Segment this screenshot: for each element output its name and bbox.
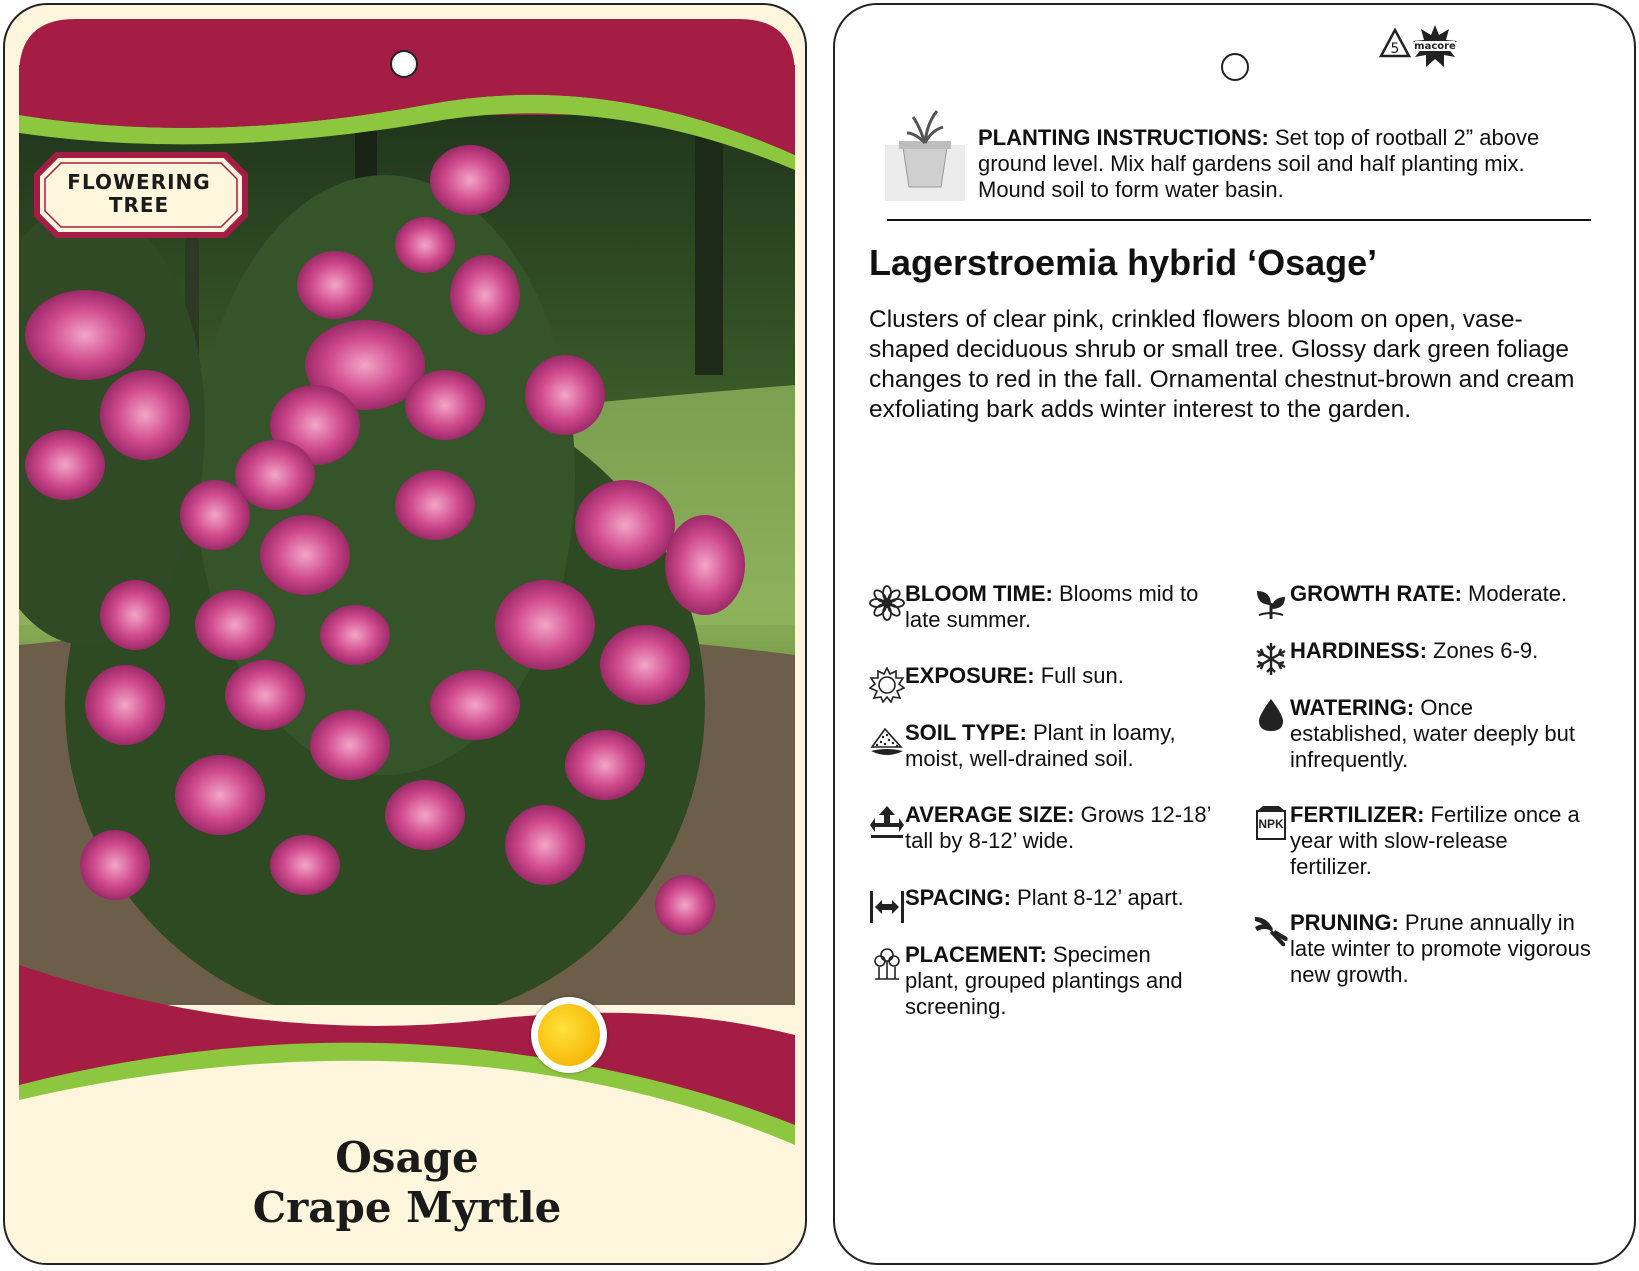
attr-label: AVERAGE SIZE: [905, 802, 1075, 827]
attr-pruning [1290, 910, 1600, 988]
hang-hole [390, 50, 418, 78]
planting-text: Set top of rootball 2” above ground level. Mix half gardens soil and half planting mix. Mound soil to form water basin. [978, 125, 1540, 202]
attr-value: Grows 12-18’ tall by 8-12’ wide. [905, 802, 1211, 853]
snowflake-icon [1253, 641, 1289, 677]
flower-icon [869, 585, 905, 621]
attr-average-size [905, 802, 1215, 854]
category-badge: FLOWERING TREE [67, 170, 211, 217]
attr-value: Blooms mid to late summer. [905, 581, 1199, 632]
attr-label: PLACEMENT: [905, 942, 1047, 967]
attr-value: Moderate. [1461, 581, 1568, 606]
attr-label: PRUNING: [1290, 910, 1399, 935]
divider [887, 219, 1591, 221]
attr-growth-rate [1290, 581, 1610, 607]
svg-text:macore: macore [1414, 41, 1456, 52]
attr-spacing [905, 885, 1215, 911]
water-drop-icon [1253, 697, 1289, 733]
sprout-icon [1253, 585, 1289, 621]
size-arrows-icon [869, 805, 905, 841]
attr-watering [1290, 695, 1590, 773]
attr-hardiness [1290, 638, 1610, 664]
attr-fertilizer [1290, 802, 1590, 880]
full-sun-dot-icon [531, 997, 607, 1073]
spacing-arrows-icon [869, 889, 905, 925]
attr-label: SOIL TYPE: [905, 720, 1027, 745]
potted-plant-icon [885, 105, 965, 201]
attr-bloom-time [905, 581, 1205, 633]
attr-value: Prune annually in late winter to promote vigorous new growth. [1290, 910, 1591, 987]
attr-soil-type [905, 720, 1205, 772]
attr-label: HARDINESS: [1290, 638, 1427, 663]
attr-label: WATERING: [1290, 695, 1415, 720]
planting-instructions [978, 125, 1598, 203]
scientific-name: Lagerstroemia hybrid ‘Osage’ [869, 242, 1378, 283]
hang-hole [1221, 53, 1249, 81]
recycle-icon [1377, 27, 1413, 61]
svg-text:5: 5 [1390, 41, 1400, 57]
npk-icon [1253, 805, 1289, 841]
attr-label: GROWTH RATE: [1290, 581, 1462, 606]
plant-description: Clusters of clear pink, crinkled flowers bloom on open, vase-shaped deciduous shrub or small tree. Glossy dark green foliage changes to red in the fall. Ornamental chestnut-brown and cream exfoliating bark adds winter interest to the garden. [869, 306, 1575, 423]
sun-icon [869, 667, 905, 703]
macore-logo-icon [1411, 23, 1459, 69]
planting-label: PLANTING INSTRUCTIONS: [978, 125, 1269, 150]
common-name-line1: Osage [335, 1133, 479, 1182]
tag-back [833, 3, 1636, 1265]
attr-value: Once established, water deeply but infrequently. [1290, 695, 1575, 772]
attr-label: FERTILIZER: [1290, 802, 1425, 827]
soil-icon [869, 725, 905, 761]
attr-label: SPACING: [905, 885, 1011, 910]
attr-value: Plant in loamy, moist, well-drained soil. [905, 720, 1176, 771]
attr-label: EXPOSURE: [905, 663, 1035, 688]
attr-value: Specimen plant, grouped plantings and screening. [905, 942, 1183, 1019]
common-name-line2: Crape Myrtle [252, 1183, 562, 1232]
npk-label: NPK [1258, 817, 1284, 831]
tag-front [3, 3, 807, 1265]
attr-label: BLOOM TIME: [905, 581, 1053, 606]
pruners-icon [1253, 913, 1289, 949]
attr-value: Fertilize once a year with slow-release fertilizer. [1290, 802, 1580, 879]
attr-value: Full sun. [1034, 663, 1124, 688]
attr-value: Zones 6-9. [1426, 638, 1539, 663]
attr-placement [905, 942, 1195, 1020]
placement-icon [869, 945, 905, 981]
attr-value: Plant 8-12’ apart. [1010, 885, 1184, 910]
attr-exposure [905, 663, 1205, 689]
